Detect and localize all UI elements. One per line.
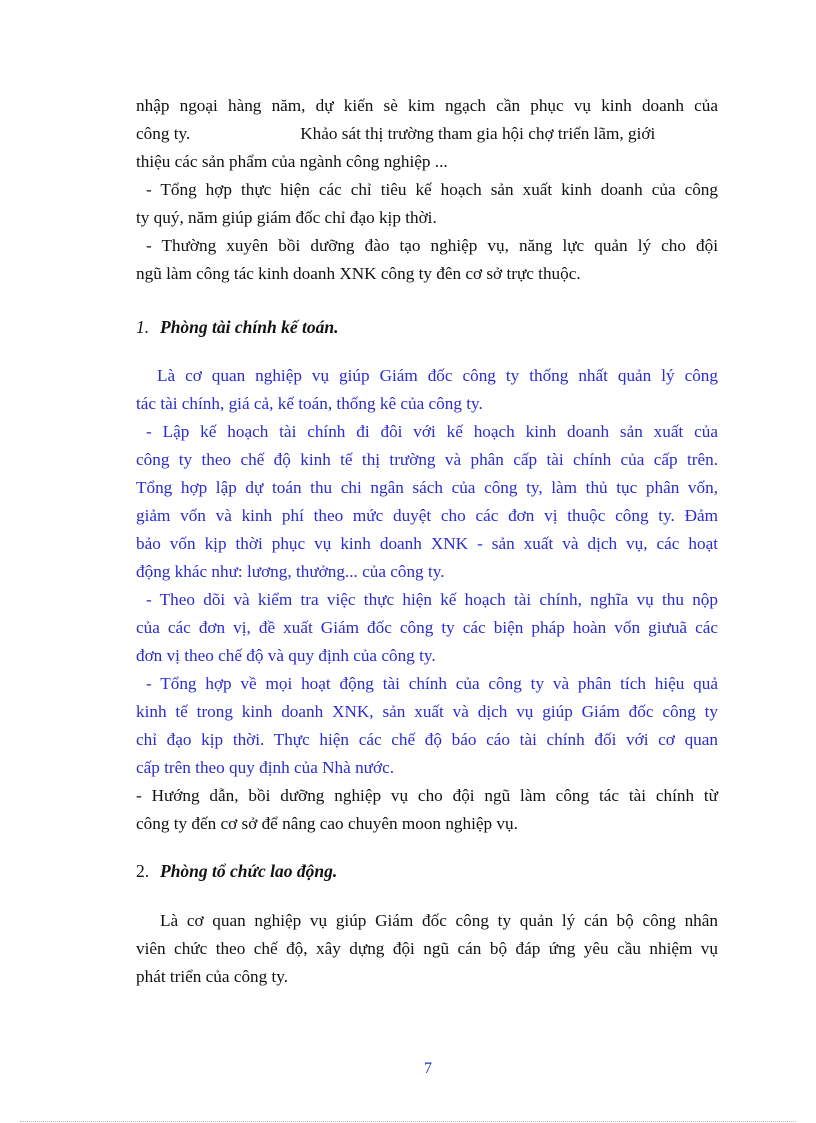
paragraph-line: Là cơ quan nghiệp vụ giúp Giám đốc công ty quản lý cán bộ công nhân — [160, 911, 718, 930]
section-heading — [136, 316, 338, 338]
paragraph-line: kinh tế trong kinh doanh XNK, sản xuất và dịch vụ giúp Giám đốc công ty — [136, 702, 718, 721]
paragraph-line: công ty đến cơ sở để nâng cao chuyên moon nghiệp vụ. — [136, 814, 518, 833]
paragraph-line: - Thường xuyên bồi dưỡng đào tạo nghiệp vụ, năng lực quản lý cho đội — [146, 236, 718, 255]
line-fragment: Khảo sát thị trường tham gia hội chợ triển lãm, giới — [300, 124, 656, 143]
paragraph-line: - Hướng dẫn, bồi dưỡng nghiệp vụ cho đội ngũ làm công tác tài chính từ — [136, 786, 718, 805]
section-number: 1. — [136, 317, 150, 337]
paragraph-line: ngũ làm công tác kinh doanh XNK công ty đên cơ sở trực thuộc. — [136, 264, 581, 283]
paragraph-line: cấp trên theo quy định của Nhà nước. — [136, 758, 394, 777]
paragraph-line: - Tổng hợp về mọi hoạt động tài chính của công ty và phân tích hiệu quả — [146, 674, 718, 693]
paragraph-line: nhập ngoại hàng năm, dự kiến sè kim ngạch cần phục vụ kinh doanh của — [136, 96, 718, 115]
paragraph-line: đơn vị theo chế độ và quy định của công ty. — [136, 646, 436, 665]
paragraph-line — [136, 124, 718, 144]
page-bottom-divider — [20, 1121, 796, 1122]
paragraph-line: Là cơ quan nghiệp vụ giúp Giám đốc công ty thống nhất quản lý công — [157, 366, 718, 385]
section-title: Phòng tài chính kế toán. — [160, 317, 339, 337]
paragraph-line: Tổng hợp lập dự toán thu chi ngân sách của công ty, làm thủ tục phân vốn, — [136, 478, 718, 497]
paragraph-line: động khác như: lương, thưởng... của công ty. — [136, 562, 445, 581]
paragraph-line: công ty theo chế độ kinh tế thị trường và phân cấp tài chính của cấp trên. — [136, 450, 718, 469]
paragraph-line: - Lập kế hoạch tài chính đi đôi với kế hoạch kinh doanh sản xuất của — [146, 422, 718, 441]
paragraph-line: bảo vốn kịp thời phục vụ kinh doanh XNK - sản xuất và dịch vụ, các hoạt — [136, 534, 718, 553]
paragraph-line: thiệu các sản phẩm của ngành công nghiệp ... — [136, 152, 448, 171]
paragraph-line: phát triển của công ty. — [136, 967, 289, 986]
section-number: 2. — [136, 861, 150, 881]
paragraph-line: của các đơn vị, đề xuất Giám đốc công ty các biện pháp hoàn vốn giưuã các — [136, 618, 718, 637]
paragraph-line: - Theo dõi và kiểm tra việc thực hiện kế hoạch tài chính, nghĩa vụ thu nộp — [146, 590, 718, 609]
paragraph-line: giảm vốn và kinh phí theo mức duyệt cho các đơn vị thuộc công ty. Đảm — [136, 506, 718, 525]
paragraph-line: ty quý, năm giúp giám đốc chỉ đạo kịp thời. — [136, 208, 437, 227]
paragraph-line: chỉ đạo kịp thời. Thực hiện các chế độ báo cáo tài chính đối với cơ quan — [136, 730, 718, 749]
paragraph-line: tác tài chính, giá cả, kế toán, thống kê của công ty. — [136, 394, 483, 413]
section-heading — [136, 860, 337, 882]
paragraph-line: - Tổng hợp thực hiện các chỉ tiêu kế hoạch sản xuất kinh doanh của công — [146, 180, 718, 199]
line-fragment: công ty. — [136, 124, 191, 143]
section-title: Phòng tổ chức lao động. — [160, 861, 338, 881]
paragraph-line: viên chức theo chế độ, xây dựng đội ngũ cán bộ đáp ứng yêu cầu nhiệm vụ — [136, 939, 718, 958]
page-number: 7 — [424, 1060, 432, 1077]
